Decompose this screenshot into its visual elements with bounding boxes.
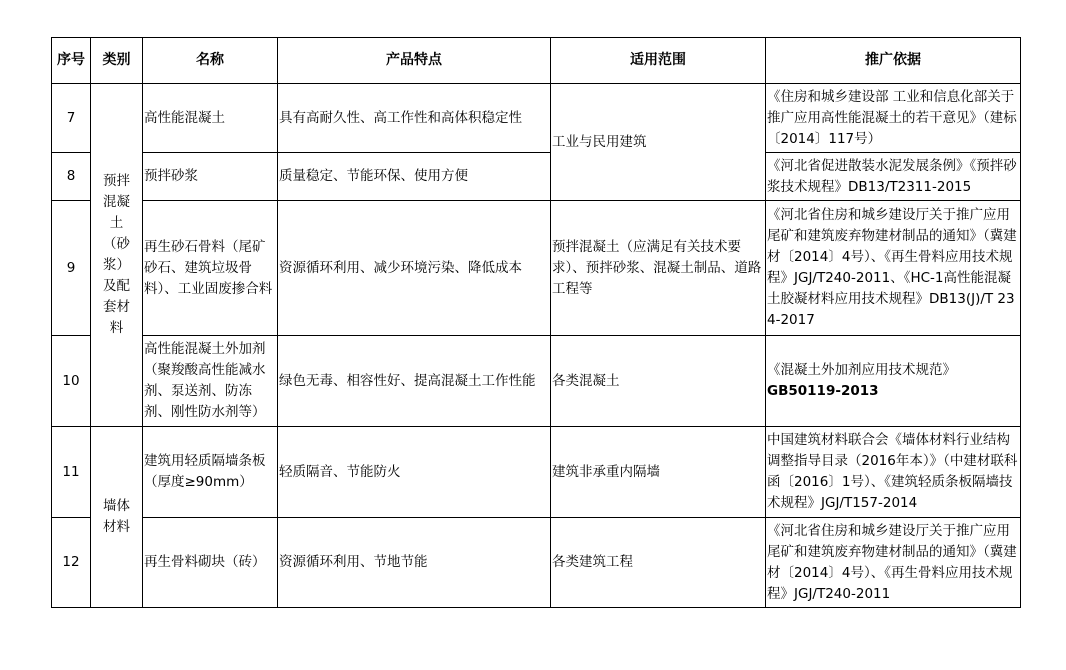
cell-no: 8 (52, 153, 91, 201)
header-name: 名称 (143, 38, 278, 84)
cell-no: 10 (52, 336, 91, 427)
cell-features: 资源循环利用、节地节能 (278, 518, 551, 608)
cell-scope: 预拌混凝土（应满足有关技术要求）、预拌砂浆、混凝土制品、道路工程等 (551, 201, 766, 336)
cell-features: 绿色无毒、相容性好、提高混凝土工作性能 (278, 336, 551, 427)
header-scope: 适用范围 (551, 38, 766, 84)
cell-scope: 各类建筑工程 (551, 518, 766, 608)
category-cell: 预拌混凝土（砂浆）及配套材料 (91, 84, 143, 427)
header-category: 类别 (91, 38, 143, 84)
cell-basis: 中国建筑材料联合会《墙体材料行业结构调整指导目录（2016年本）》（中建材联科函〔2016〕1号）、《建筑轻质条板隔墙技术规程》JGJ/T157-2014 (766, 427, 1021, 518)
cell-basis: 《河北省住房和城乡建设厅关于推广应用尾矿和建筑废弃物建材制品的通知》（冀建材〔2014〕4号）、《再生骨料应用技术规程》JGJ/T240-2011、《HC-1高性能混凝土胶凝材料应用技术规程》DB13(J)/T 234-2017 (766, 201, 1021, 336)
cell-basis: 《河北省住房和城乡建设厅关于推广应用尾矿和建筑废弃物建材制品的通知》（冀建材〔2014〕4号）、《再生骨料应用技术规程》JGJ/T240-2011 (766, 518, 1021, 608)
cell-scope: 各类混凝土 (551, 336, 766, 427)
cell-basis: 《河北省促进散装水泥发展条例》《预拌砂浆技术规程》DB13/T2311-2015 (766, 153, 1021, 201)
cell-name: 高性能混凝土外加剂（聚羧酸高性能减水剂、泵送剂、防冻剂、刚性防水剂等） (143, 336, 278, 427)
table-row (52, 153, 1021, 201)
cell-no: 11 (52, 427, 91, 518)
product-table (51, 37, 1021, 608)
cell-scope: 工业与民用建筑 (551, 84, 766, 201)
table-row (52, 518, 1021, 608)
table-row (52, 336, 1021, 427)
cell-no: 12 (52, 518, 91, 608)
cell-features: 具有高耐久性、高工作性和高体积稳定性 (278, 84, 551, 153)
cell-name: 高性能混凝土 (143, 84, 278, 153)
basis-line: GB50119-2013 (767, 383, 879, 399)
cell-features: 质量稳定、节能环保、使用方便 (278, 153, 551, 201)
cell-no: 9 (52, 201, 91, 336)
header-no: 序号 (52, 38, 91, 84)
cell-name: 再生砂石骨料（尾矿砂石、建筑垃圾骨料）、工业固废掺合料 (143, 201, 278, 336)
cell-name: 预拌砂浆 (143, 153, 278, 201)
cell-features: 资源循环利用、减少环境污染、降低成本 (278, 201, 551, 336)
category-cell: 墙体材料 (91, 427, 143, 608)
table-row (52, 201, 1021, 336)
cell-basis: 《住房和城乡建设部 工业和信息化部关于推广应用高性能混凝土的若干意见》（建标〔2014〕117号） (766, 84, 1021, 153)
cell-scope: 建筑非承重内隔墙 (551, 427, 766, 518)
table-row (52, 427, 1021, 518)
header-features: 产品特点 (278, 38, 551, 84)
cell-features: 轻质隔音、节能防火 (278, 427, 551, 518)
cell-no: 7 (52, 84, 91, 153)
header-row (52, 38, 1021, 84)
cell-name: 再生骨料砌块（砖） (143, 518, 278, 608)
table-row (52, 84, 1021, 153)
basis-line: 《混凝土外加剂应用技术规范》 (767, 362, 956, 378)
header-basis: 推广依据 (766, 38, 1021, 84)
cell-name: 建筑用轻质隔墙条板（厚度≥90mm） (143, 427, 278, 518)
cell-basis (766, 336, 1021, 427)
